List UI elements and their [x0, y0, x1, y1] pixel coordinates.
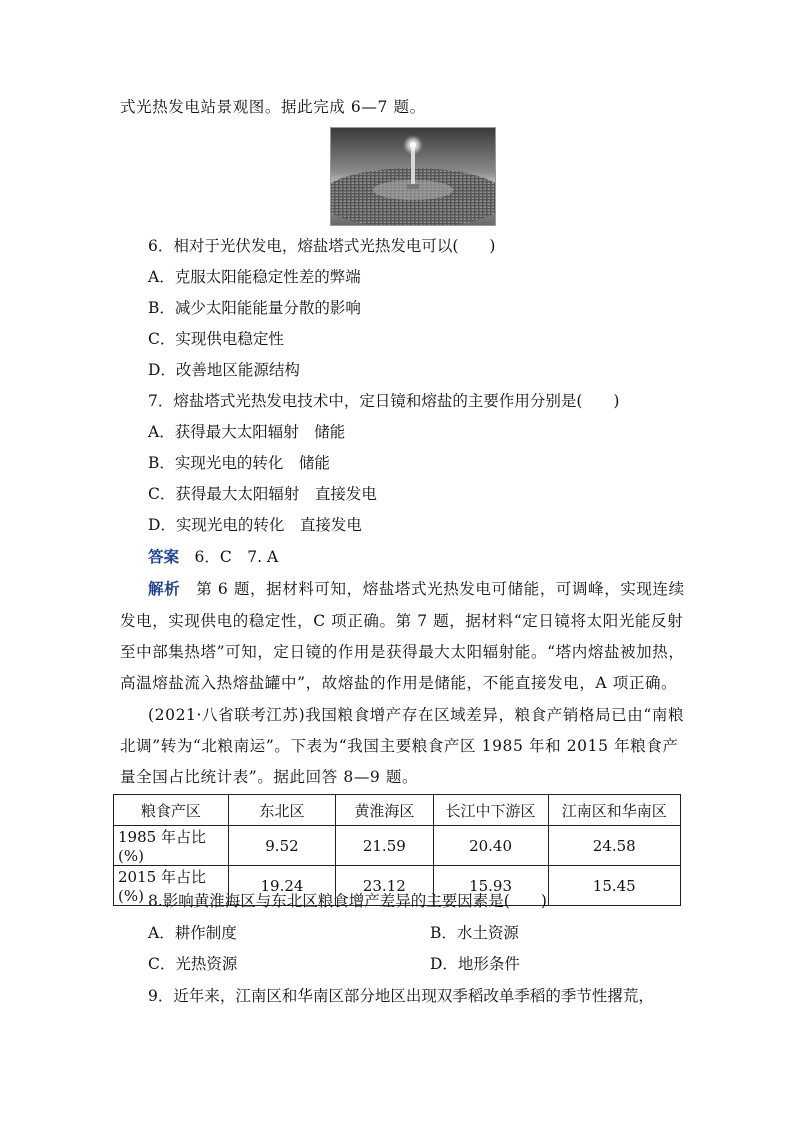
- analysis-line-3: 至中部集热塔”可知，定日镜的作用是获得最大太阳辐射能。“塔内熔盐被加热，: [120, 643, 685, 661]
- q6-option-b: B．减少太阳能能量分散的影响: [148, 299, 361, 317]
- analysis-line-1: [148, 578, 685, 600]
- analysis-line-4: 高温熔盐流入热熔盐罐中”，故熔盐的作用是储能，不能直接发电，A 项正确。: [120, 674, 678, 692]
- table-cell: 20.40: [433, 826, 548, 866]
- q6-option-a: A．克服太阳能稳定性差的弊端: [148, 268, 361, 286]
- intro-line: 式光热发电站景观图。据此完成 6—7 题。: [120, 98, 426, 116]
- table-cell: 15.93: [433, 866, 548, 906]
- table-header-cell: 黄淮海区: [336, 795, 433, 826]
- analysis-tag: 解析: [148, 579, 181, 598]
- analysis-line-2: 发电，实现供电的稳定性，C 项正确。第 7 题，据材料“定日镜将太阳光能反射: [120, 612, 684, 630]
- q8-option-a: A．耕作制度: [148, 924, 237, 942]
- q8-stem: 8.影响黄淮海区与东北区粮食增产差异的主要因素是( ): [148, 892, 547, 910]
- answer-text: 6．C 7. A: [179, 548, 279, 566]
- solar-tower-image: [331, 128, 495, 225]
- table-row-label: 1985 年占比(%): [114, 826, 229, 866]
- table-header-row: [114, 795, 681, 826]
- q7-option-c: C．获得最大太阳辐射 直接发电: [148, 485, 377, 503]
- q7-option-b: B．实现光电的转化 储能: [148, 454, 330, 472]
- table-cell: 21.59: [336, 826, 433, 866]
- table-header-cell: 江南区和华南区: [548, 795, 680, 826]
- q6-option-d: D．改善地区能源结构: [148, 361, 300, 379]
- solar-tower-photo: [330, 127, 496, 226]
- q8-option-d: D．地形条件: [430, 955, 520, 973]
- table-cell: 23.12: [336, 866, 433, 906]
- material-line-3: 量全国占比统计表”。据此回答 8—9 题。: [120, 768, 419, 786]
- table-cell: 19.24: [228, 866, 335, 906]
- material-line-1: (2021·八省联考江苏)我国粮食增产存在区域差异，粮食产销格局已由“南粮: [148, 706, 685, 724]
- table-cell: 15.45: [548, 866, 680, 906]
- table-header-cell: 粮食产区: [114, 795, 229, 826]
- table-header-cell: 长江中下游区: [433, 795, 548, 826]
- q7-option-d: D．实现光电的转化 直接发电: [148, 516, 362, 534]
- answer-tag: 答案: [148, 547, 180, 566]
- material-line-2: 北调”转为“北粮南运”。下表为“我国主要粮食产区 1985 年和 2015 年粮食产: [120, 737, 679, 755]
- table-cell: 24.58: [548, 826, 680, 866]
- q9-stem: 9．近年来，江南区和华南区部分地区出现双季稻改单季稻的季节性撂荒，: [148, 987, 654, 1005]
- q7-stem: 7．熔盐塔式光热发电技术中，定日镜和熔盐的主要作用分别是( ): [148, 392, 620, 410]
- analysis-text-1: 第 6 题，据材料可知，熔盐塔式光热发电可储能，可调峰，实现连续: [180, 580, 685, 598]
- q8-option-c: C．光热资源: [148, 955, 238, 973]
- q7-option-a: A．获得最大太阳辐射 储能: [148, 423, 346, 441]
- table-header-cell: 东北区: [228, 795, 335, 826]
- table-cell: 9.52: [228, 826, 335, 866]
- answer-line: [148, 546, 278, 568]
- table-row-label: 2015 年占比(%): [114, 866, 229, 906]
- q8-option-b: B．水土资源: [430, 924, 519, 942]
- table-row: [114, 826, 681, 866]
- q6-option-c: C．实现供电稳定性: [148, 330, 284, 348]
- q6-stem: 6．相对于光伏发电，熔盐塔式光热发电可以( ): [148, 237, 496, 255]
